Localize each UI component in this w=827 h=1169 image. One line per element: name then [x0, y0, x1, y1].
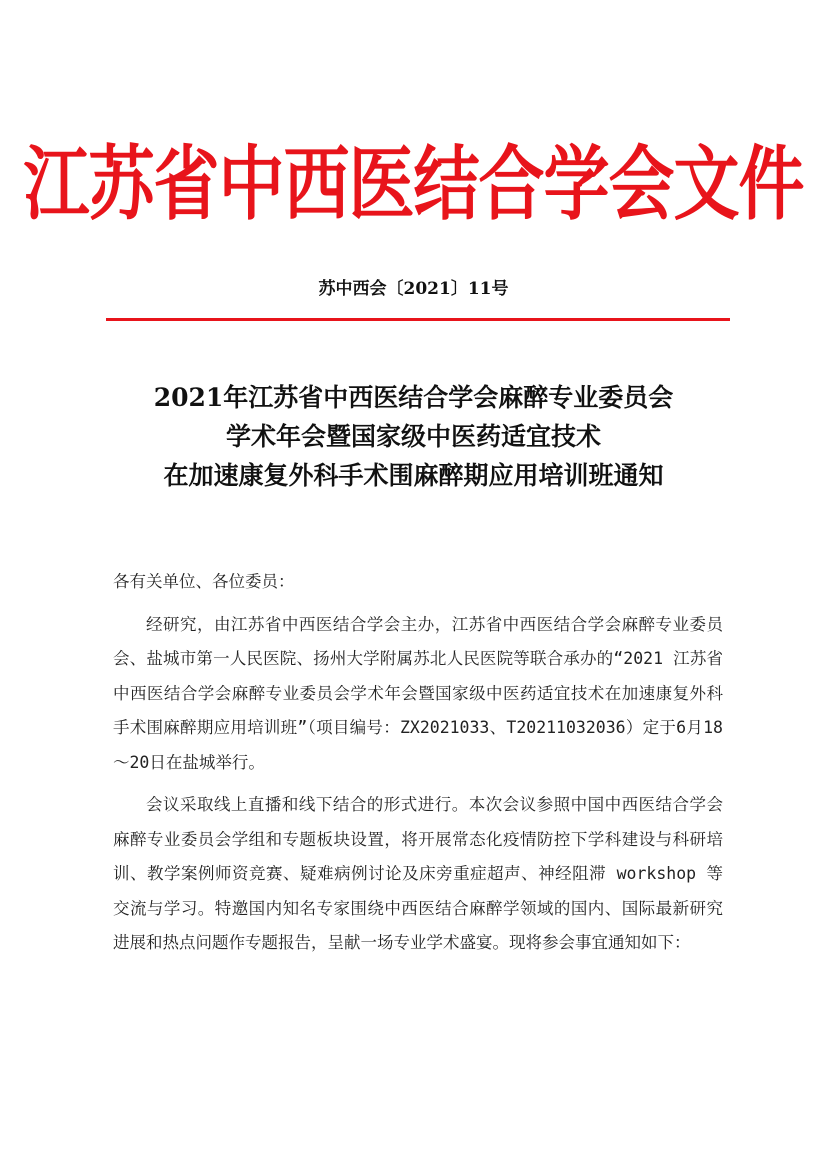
paragraph-1: 经研究，由江苏省中西医结合学会主办，江苏省中西医结合学会麻醉专业委员会、盐城市第一人民医院、扬州大学附属苏北人民医院等联合承办的“2021 江苏省中西医结合学会麻醉专业委员会学术年会暨国家级中医药适宜技术在加速康复外科手术围麻醉期应用培训班”（项目编号：ZX2021033、T20211032036）定于6月18～20日在盐城举行。: [113, 614, 723, 772]
red-divider-line: [106, 318, 730, 321]
notice-body: [113, 565, 723, 961]
notice-title-line-1: 2021年江苏省中西医结合学会麻醉专业委员会: [153, 383, 674, 412]
notice-title: [0, 378, 827, 495]
org-title: 江苏省中西医结合学会文件: [23, 136, 804, 232]
paragraph-2: 会议采取线上直播和线下结合的形式进行。本次会议参照中国中西医结合学会麻醉专业委员会学组和专题板块设置，将开展常态化疫情防控下学科建设与科研培训、教学案例师资竞赛、疑难病例讨论及床旁重症超声、神经阻滞 workshop 等交流与学习。特邀国内知名专家围绕中西医结合麻醉学领域的国内、国际最新研究进展和热点问题作专题报告，呈献一场专业学术盛宴。现将参会事宜通知如下：: [113, 795, 723, 952]
document-number: 苏中西会〔2021〕11号: [318, 279, 509, 299]
salutation: 各有关单位、各位委员：: [113, 572, 295, 591]
notice-title-line-3: 在加速康复外科手术围麻醉期应用培训班通知: [163, 461, 664, 490]
notice-title-line-2: 学术年会暨国家级中医药适宜技术: [225, 422, 601, 451]
